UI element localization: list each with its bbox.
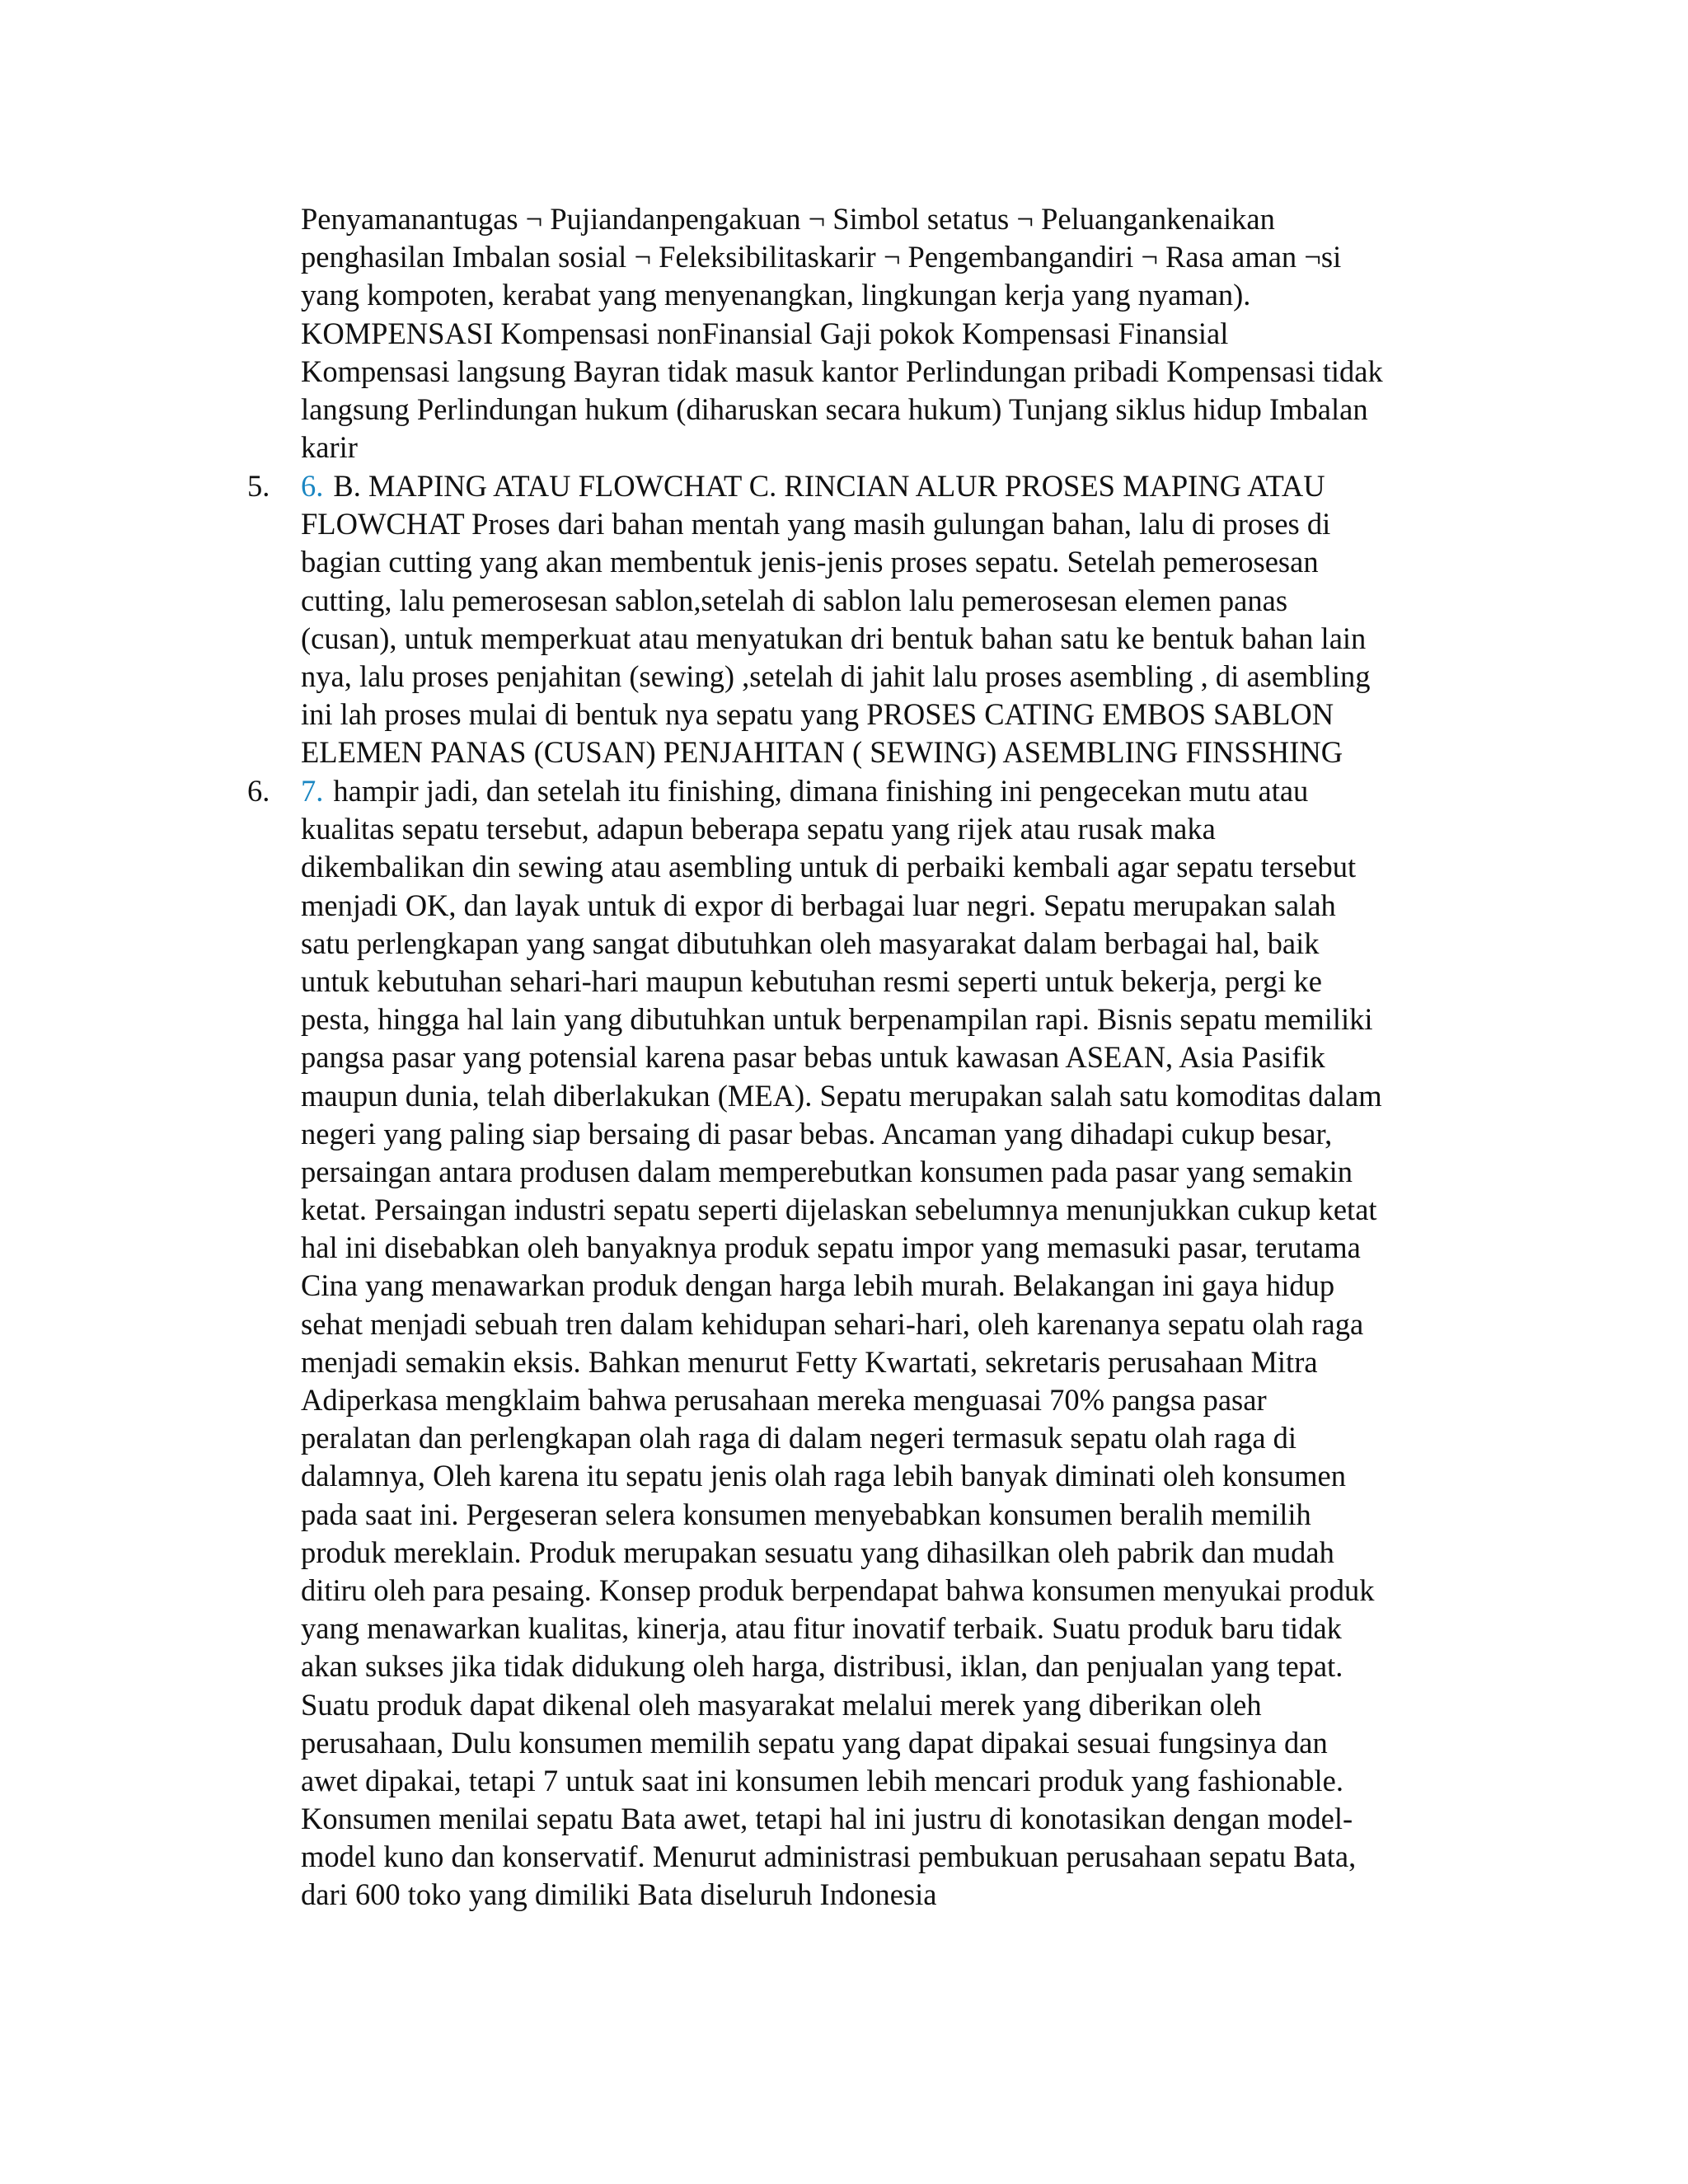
list-marker-outer: 5. <box>247 469 270 503</box>
text-line: kualitas sepatu tersebut, adapun beberapa sepatu yang rijek atau rusak maka <box>301 812 1216 846</box>
text-line <box>301 772 1496 810</box>
list-item-text <box>301 772 1496 1915</box>
text-line: ditiru oleh para pesaing. Konsep produk berpendapat bahwa konsumen menyukai produk <box>301 1572 1375 1607</box>
list-marker-outer: 6. <box>247 774 270 808</box>
text-line: menjadi OK, dan layak untuk di expor di berbagai luar negri. Sepatu merupakan salah <box>301 888 1336 922</box>
list-item-text <box>301 467 1496 772</box>
text-line: langsung Perlindungan hukum (diharuskan secara hukum) Tunjang siklus hidup Imbalan <box>301 391 1368 426</box>
text-line: Penyamanantugas ¬ Pujiandanpengakuan ¬ Simbol setatus ¬ Peluangankenaikan <box>301 202 1275 236</box>
text-line: cutting, lalu pemerosesan sablon,setelah di sablon lalu pemerosesan elemen panas <box>301 583 1288 617</box>
text-line <box>301 467 1496 505</box>
text-line: KOMPENSASI Kompensasi nonFinansial Gaji pokok Kompensasi Finansial <box>301 316 1229 350</box>
text-line: pangsa pasar yang potensial karena pasar bebas untuk kawasan ASEAN, Asia Pasifik <box>301 1040 1325 1075</box>
text-line: (cusan), untuk memperkuat atau menyatukan dri bentuk bahan satu ke bentuk bahan lain <box>301 621 1367 655</box>
text-line: dikembalikan din sewing atau asembling untuk di perbaiki kembali agar sepatu tersebut <box>301 850 1357 884</box>
text-line: dari 600 toko yang dimiliki Bata diseluruh Indonesia <box>301 1877 937 1912</box>
text-line: menjadi semakin eksis. Bahkan menurut Fetty Kwartati, sekretaris perusahaan Mitra <box>301 1344 1318 1379</box>
text-line: maupun dunia, telah diberlakukan (MEA). Sepatu merupakan salah satu komoditas dalam <box>301 1078 1382 1113</box>
text-line: FLOWCHAT Proses dari bahan mentah yang masih gulungan bahan, lalu di proses di <box>301 507 1331 541</box>
text-line: karir <box>301 430 358 465</box>
text-line: pada saat ini. Pergeseran selera konsumen menyebabkan konsumen beralih memilih <box>301 1497 1311 1531</box>
text-line: satu perlengkapan yang sangat dibutuhkan oleh masyarakat dalam berbagai hal, baik <box>301 926 1320 960</box>
text-line: Adiperkasa mengklaim bahwa perusahaan mereka menguasai 70% pangsa pasar <box>301 1383 1267 1417</box>
text-line: ini lah proses mulai di bentuk nya sepatu yang PROSES CATING EMBOS SABLON <box>301 697 1334 732</box>
text-line: yang kompoten, kerabat yang menyenangkan, lingkungan kerja yang nyaman). <box>301 278 1251 312</box>
text-line: peralatan dan perlengkapan olah raga di dalam negeri termasuk sepatu olah raga di <box>301 1421 1297 1455</box>
text-line: Cina yang menawarkan produk dengan harga lebih murah. Belakangan ini gaya hidup <box>301 1268 1335 1303</box>
text-line: Kompensasi langsung Bayran tidak masuk kantor Perlindungan pribadi Kompensasi tidak <box>301 354 1383 388</box>
text-line: negeri yang paling siap bersaing di pasar bebas. Ancaman yang dihadapi cukup besar, <box>301 1116 1333 1151</box>
text-line: Konsumen menilai sepatu Bata awet, tetapi hal ini justru di konotasikan dengan model- <box>301 1802 1353 1836</box>
text-line: ketat. Persaingan industri sepatu seperti dijelaskan sebelumnya menunjukkan cukup ketat <box>301 1193 1377 1227</box>
text-line: model kuno dan konservatif. Menurut administrasi pembukuan perusahaan sepatu Bata, <box>301 1840 1357 1874</box>
list-marker-inner: 6. <box>301 469 324 503</box>
intro-paragraph <box>301 200 1496 466</box>
text-line: Suatu produk dapat dikenal oleh masyarakat melalui merek yang diberikan oleh <box>301 1687 1262 1722</box>
text-line-content: hampir jadi, dan setelah itu finishing, dimana finishing ini pengecekan mutu atau <box>333 774 1309 808</box>
text-line: awet dipakai, tetapi 7 untuk saat ini konsumen lebih mencari produk yang fashionable. <box>301 1763 1343 1797</box>
text-line: ELEMEN PANAS (CUSAN) PENJAHITAN ( SEWING) ASEMBLING FINSSHING <box>301 735 1343 770</box>
text-line: sehat menjadi sebuah tren dalam kehidupan sehari-hari, oleh karenanya sepatu olah raga <box>301 1306 1364 1341</box>
text-line: yang menawarkan kualitas, kinerja, atau fitur inovatif terbaik. Suatu produk baru tidak <box>301 1611 1342 1646</box>
text-line: nya, lalu proses penjahitan (sewing) ,setelah di jahit lalu proses asembling , di asembling <box>301 658 1371 693</box>
text-line: pesta, hingga hal lain yang dibutuhkan untuk berpenampilan rapi. Bisnis sepatu memiliki <box>301 1002 1373 1037</box>
list-marker-inner: 7. <box>301 774 324 808</box>
text-line: perusahaan, Dulu konsumen memilih sepatu yang dapat dipakai sesuai fungsinya dan <box>301 1725 1328 1760</box>
text-line: bagian cutting yang akan membentuk jenis-jenis proses sepatu. Setelah pemerosesan <box>301 545 1319 579</box>
text-line: akan sukses jika tidak didukung oleh harga, distribusi, iklan, dan penjualan yang tepat. <box>301 1649 1343 1684</box>
text-line: dalamnya, Oleh karena itu sepatu jenis olah raga lebih banyak diminati oleh konsumen <box>301 1459 1347 1493</box>
text-line: persaingan antara produsen dalam memperebutkan konsumen pada pasar yang semakin <box>301 1154 1353 1188</box>
text-line: untuk kebutuhan sehari-hari maupun kebutuhan resmi seperti untuk bekerja, pergi ke <box>301 963 1322 998</box>
text-line: penghasilan Imbalan sosial ¬ Feleksibilitaskarir ¬ Pengembangandiri ¬ Rasa aman ¬si <box>301 240 1342 274</box>
text-line: produk mereklain. Produk merupakan sesuatu yang dihasilkan oleh pabrik dan mudah <box>301 1535 1334 1569</box>
text-line-content: B. MAPING ATAU FLOWCHAT C. RINCIAN ALUR PROSES MAPING ATAU <box>333 469 1325 503</box>
text-line: hal ini disebabkan oleh banyaknya produk sepatu impor yang memasuki pasar, terutama <box>301 1230 1361 1265</box>
